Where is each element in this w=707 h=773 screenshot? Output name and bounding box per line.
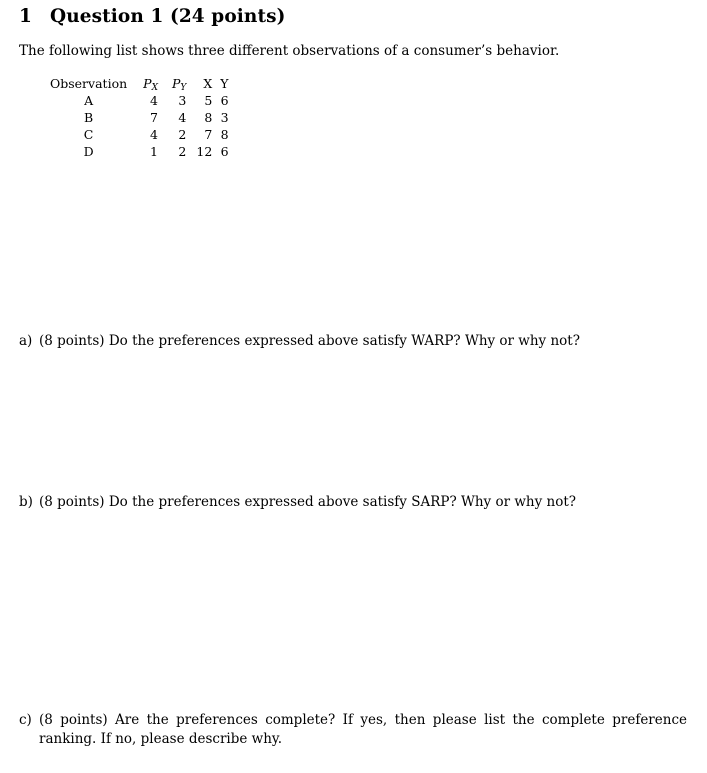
header-px (135, 75, 164, 92)
cell-py: 3 (178, 93, 187, 108)
question-c (19, 711, 689, 751)
header-px-sub: X (151, 83, 158, 93)
question-c-text: (8 points) Are the preferences complete? If yes, then please list the complete preference ranking. If no, please describe why. (39, 712, 687, 747)
header-observation: Observation (50, 76, 128, 91)
cell-observation: B (83, 110, 94, 125)
header-x: X (203, 76, 213, 91)
table-row (46, 92, 233, 109)
cell-px: 7 (150, 110, 158, 125)
section-number: 1 (19, 6, 32, 27)
cell-py: 2 (178, 144, 187, 159)
header-y: Y (220, 76, 229, 91)
cell-x: 5 (204, 93, 213, 108)
cell-observation: C (83, 127, 94, 142)
table-row (46, 143, 233, 160)
cell-py: 4 (178, 110, 187, 125)
question-b-text: (8 points) Do the preferences expressed above satisfy SARP? Why or why not? (39, 494, 577, 510)
cell-observation: A (84, 93, 94, 108)
section-heading (19, 6, 285, 27)
cell-px: 4 (150, 93, 158, 108)
table-header-row (46, 75, 233, 92)
cell-px: 1 (150, 144, 158, 159)
cell-y: 8 (220, 127, 229, 142)
cell-y: 6 (220, 93, 229, 108)
header-py (164, 75, 192, 92)
table-row (46, 109, 233, 126)
cell-y: 6 (220, 144, 229, 159)
question-b-label: b) (19, 494, 33, 510)
question-b (19, 493, 679, 513)
question-a-text: (8 points) Do the preferences expressed above satisfy WARP? Why or why not? (39, 333, 580, 349)
cell-observation: D (83, 144, 94, 159)
observations-table (46, 75, 233, 160)
question-a-label: a) (19, 333, 33, 349)
cell-x: 7 (204, 127, 213, 142)
section-title: Question 1 (24 points) (50, 6, 286, 27)
intro-text: The following list shows three different observations of a consumer’s behavior. (19, 43, 560, 59)
header-px-main: P (143, 76, 152, 91)
question-c-label: c) (19, 712, 32, 728)
question-a (19, 332, 679, 352)
table-row (46, 126, 233, 143)
cell-py: 2 (178, 127, 187, 142)
cell-y: 3 (220, 110, 229, 125)
cell-px: 4 (150, 127, 158, 142)
header-py-sub: Y (180, 83, 187, 93)
cell-x: 8 (204, 110, 213, 125)
cell-x: 12 (196, 144, 213, 159)
header-py-main: P (172, 76, 181, 91)
